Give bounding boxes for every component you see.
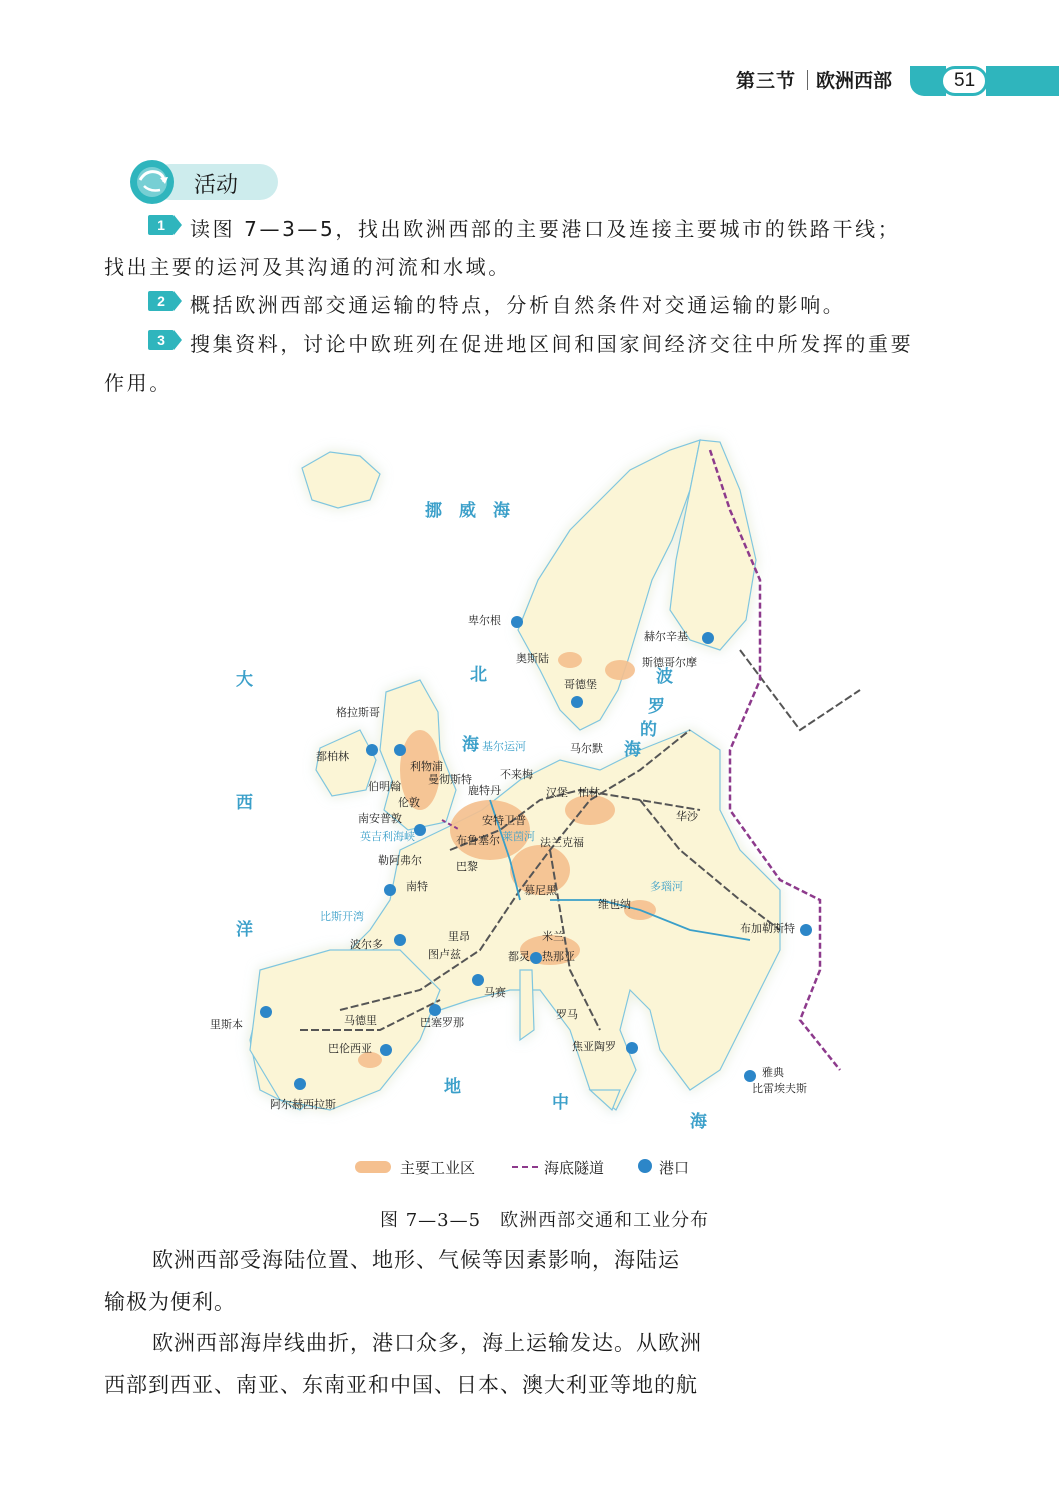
city-glasgow: 格拉斯哥: [336, 706, 380, 719]
city-birmingham: 伯明翰: [368, 780, 401, 793]
legend-port-label: 港口: [659, 1159, 690, 1177]
activity-item-1-line2: 找出主要的运河及其沟通的河流和水域。: [104, 255, 511, 279]
sea-label-biscay: 比斯开湾: [320, 910, 364, 923]
city-warsaw: 华沙: [676, 810, 698, 823]
port-gioiatauro: [626, 1042, 638, 1054]
item-number-3: 3: [148, 330, 174, 350]
paragraph-1-line2: 输极为便利。: [104, 1290, 236, 1314]
activity-item-2-line1: 概括欧洲西部交通运输的特点，分析自然条件对交通运输的影响。: [190, 293, 846, 317]
port-genoa: [530, 952, 542, 964]
city-gothenburg: 哥德堡: [564, 678, 597, 691]
port-bucharest: [800, 924, 812, 936]
port-piraeus: [744, 1070, 756, 1082]
city-genoa: 热那亚: [542, 950, 575, 963]
port-bergen: [511, 616, 523, 628]
city-nantes: 南特: [406, 880, 428, 893]
city-barcelona: 巴塞罗那: [420, 1016, 464, 1029]
paragraph-2-line2: 西部到西亚、南亚、东南亚和中国、日本、澳大利亚等地的航: [104, 1373, 698, 1397]
city-stockholm: 斯德哥尔摩: [642, 656, 697, 669]
page-number: 51: [954, 70, 976, 91]
canal-label-kiel: 基尔运河: [482, 740, 526, 753]
city-berlin: 柏林: [578, 786, 600, 799]
city-malmo: 马尔默: [570, 742, 603, 755]
section-title: 欧洲西部: [816, 70, 893, 92]
sea-label-baltic-3: 的: [640, 720, 657, 740]
city-piraeus: 比雷埃夫斯: [752, 1082, 807, 1095]
sea-label-north-1: 北: [470, 665, 487, 685]
port-valencia: [380, 1044, 392, 1056]
city-bucharest: 布加勒斯特: [740, 922, 795, 935]
legend-tunnel-swatch: [512, 1166, 538, 1168]
port-helsinki: [702, 632, 714, 644]
legend-tunnel-label: 海底隧道: [544, 1159, 605, 1177]
port-marseille: [472, 974, 484, 986]
city-lehavre: 勒阿弗尔: [378, 854, 422, 867]
header-bar: [986, 66, 1059, 96]
activity-item-3-line1: 搜集资料，讨论中欧班列在促进地区间和国家间经济交往中所发挥的重要: [190, 332, 914, 356]
port-liverpool: [394, 744, 406, 756]
sea-label-baltic-1: 波: [656, 667, 673, 687]
city-dublin: 都柏林: [316, 750, 349, 763]
city-athens: 雅典: [762, 1066, 784, 1079]
city-milan: 米兰: [542, 930, 564, 943]
sea-label-atlantic-2: 西: [236, 793, 253, 813]
city-turin: 都灵: [508, 950, 530, 963]
city-liverpool: 利物浦: [410, 760, 443, 773]
port-nantes: [384, 884, 396, 896]
sea-label-baltic-4: 海: [624, 740, 641, 760]
figure-caption: 图 7—3—5 欧洲西部交通和工业分布: [380, 1210, 710, 1231]
city-brussels: 布鲁塞尔: [456, 834, 500, 847]
city-antwerp: 安特卫普: [482, 814, 526, 827]
port-barcelona: [429, 1004, 441, 1016]
city-madrid: 马德里: [344, 1014, 377, 1027]
sea-label-norwegian: 挪 威 海: [425, 501, 510, 521]
legend-industrial-swatch: [355, 1161, 391, 1173]
city-rotterdam: 鹿特丹: [468, 784, 501, 797]
city-lisbon: 里斯本: [210, 1018, 243, 1031]
europe-transport-map: [210, 430, 870, 1132]
port-lisbon: [260, 1006, 272, 1018]
paragraph-2-line1: 欧洲西部海岸线曲折，港口众多，海上运输发达。从欧洲: [152, 1331, 702, 1355]
sea-label-mediterranean-3: 海: [690, 1112, 707, 1132]
sea-label-baltic-2: 罗: [648, 697, 665, 717]
city-frankfurt: 法兰克福: [540, 836, 584, 849]
globe-arrow-icon: [130, 160, 174, 204]
activity-label: 活动: [194, 173, 239, 198]
city-rome: 罗马: [556, 1008, 578, 1021]
city-marseille: 马赛: [484, 986, 506, 999]
legend-industrial-label: 主要工业区: [400, 1159, 476, 1177]
city-hamburg: 汉堡: [546, 786, 568, 799]
city-southampton: 南安普敦: [358, 812, 402, 825]
city-algeciras: 阿尔赫西拉斯: [270, 1098, 336, 1111]
section-label: 第三节: [736, 70, 797, 92]
strait-label-channel: 英吉利海峡: [360, 830, 415, 843]
activity-badge: [130, 160, 278, 204]
sea-label-mediterranean-2: 中: [552, 1093, 569, 1113]
city-oslo: 奥斯陆: [516, 652, 549, 665]
city-munich: 慕尼黑: [524, 884, 557, 897]
city-vienna: 维也纳: [598, 898, 631, 911]
river-label-rhine: 莱茵河: [502, 830, 535, 843]
sea-label-atlantic-1: 大: [236, 670, 253, 690]
port-southampton: [414, 824, 426, 836]
item-number-2: 2: [148, 291, 174, 311]
city-paris: 巴黎: [456, 860, 478, 873]
port-gothenburg: [571, 696, 583, 708]
city-bremen: 不来梅: [500, 768, 533, 781]
sea-label-atlantic-3: 洋: [236, 920, 253, 940]
city-lyon: 里昂: [448, 930, 470, 943]
city-toulouse: 图卢兹: [428, 948, 461, 961]
port-icon: [638, 1159, 652, 1173]
city-manchester: 曼彻斯特: [428, 773, 472, 786]
activity-item-3-line2: 作用。: [104, 371, 172, 395]
city-helsinki: 赫尔辛基: [644, 630, 688, 643]
river-label-danube: 多瑙河: [650, 880, 683, 893]
city-valencia: 巴伦西亚: [328, 1042, 372, 1055]
port-bordeaux: [394, 934, 406, 946]
city-bordeaux: 波尔多: [350, 938, 383, 951]
sea-label-north-2: 海: [462, 735, 479, 755]
city-gioiatauro: 焦亚陶罗: [572, 1040, 616, 1053]
city-bergen: 卑尔根: [468, 614, 501, 627]
sea-label-mediterranean-1: 地: [444, 1077, 461, 1097]
port-algeciras: [294, 1078, 306, 1090]
city-london: 伦敦: [398, 796, 420, 809]
activity-item-1-line1: 读图 7—3—5，找出欧洲西部的主要港口及连接主要城市的铁路干线；: [190, 217, 901, 241]
port-dublin: [366, 744, 378, 756]
paragraph-1-line1: 欧洲西部受海陆位置、地形、气候等因素影响，海陆运: [152, 1248, 680, 1272]
header-divider: [807, 70, 808, 90]
item-number-1: 1: [148, 215, 174, 235]
